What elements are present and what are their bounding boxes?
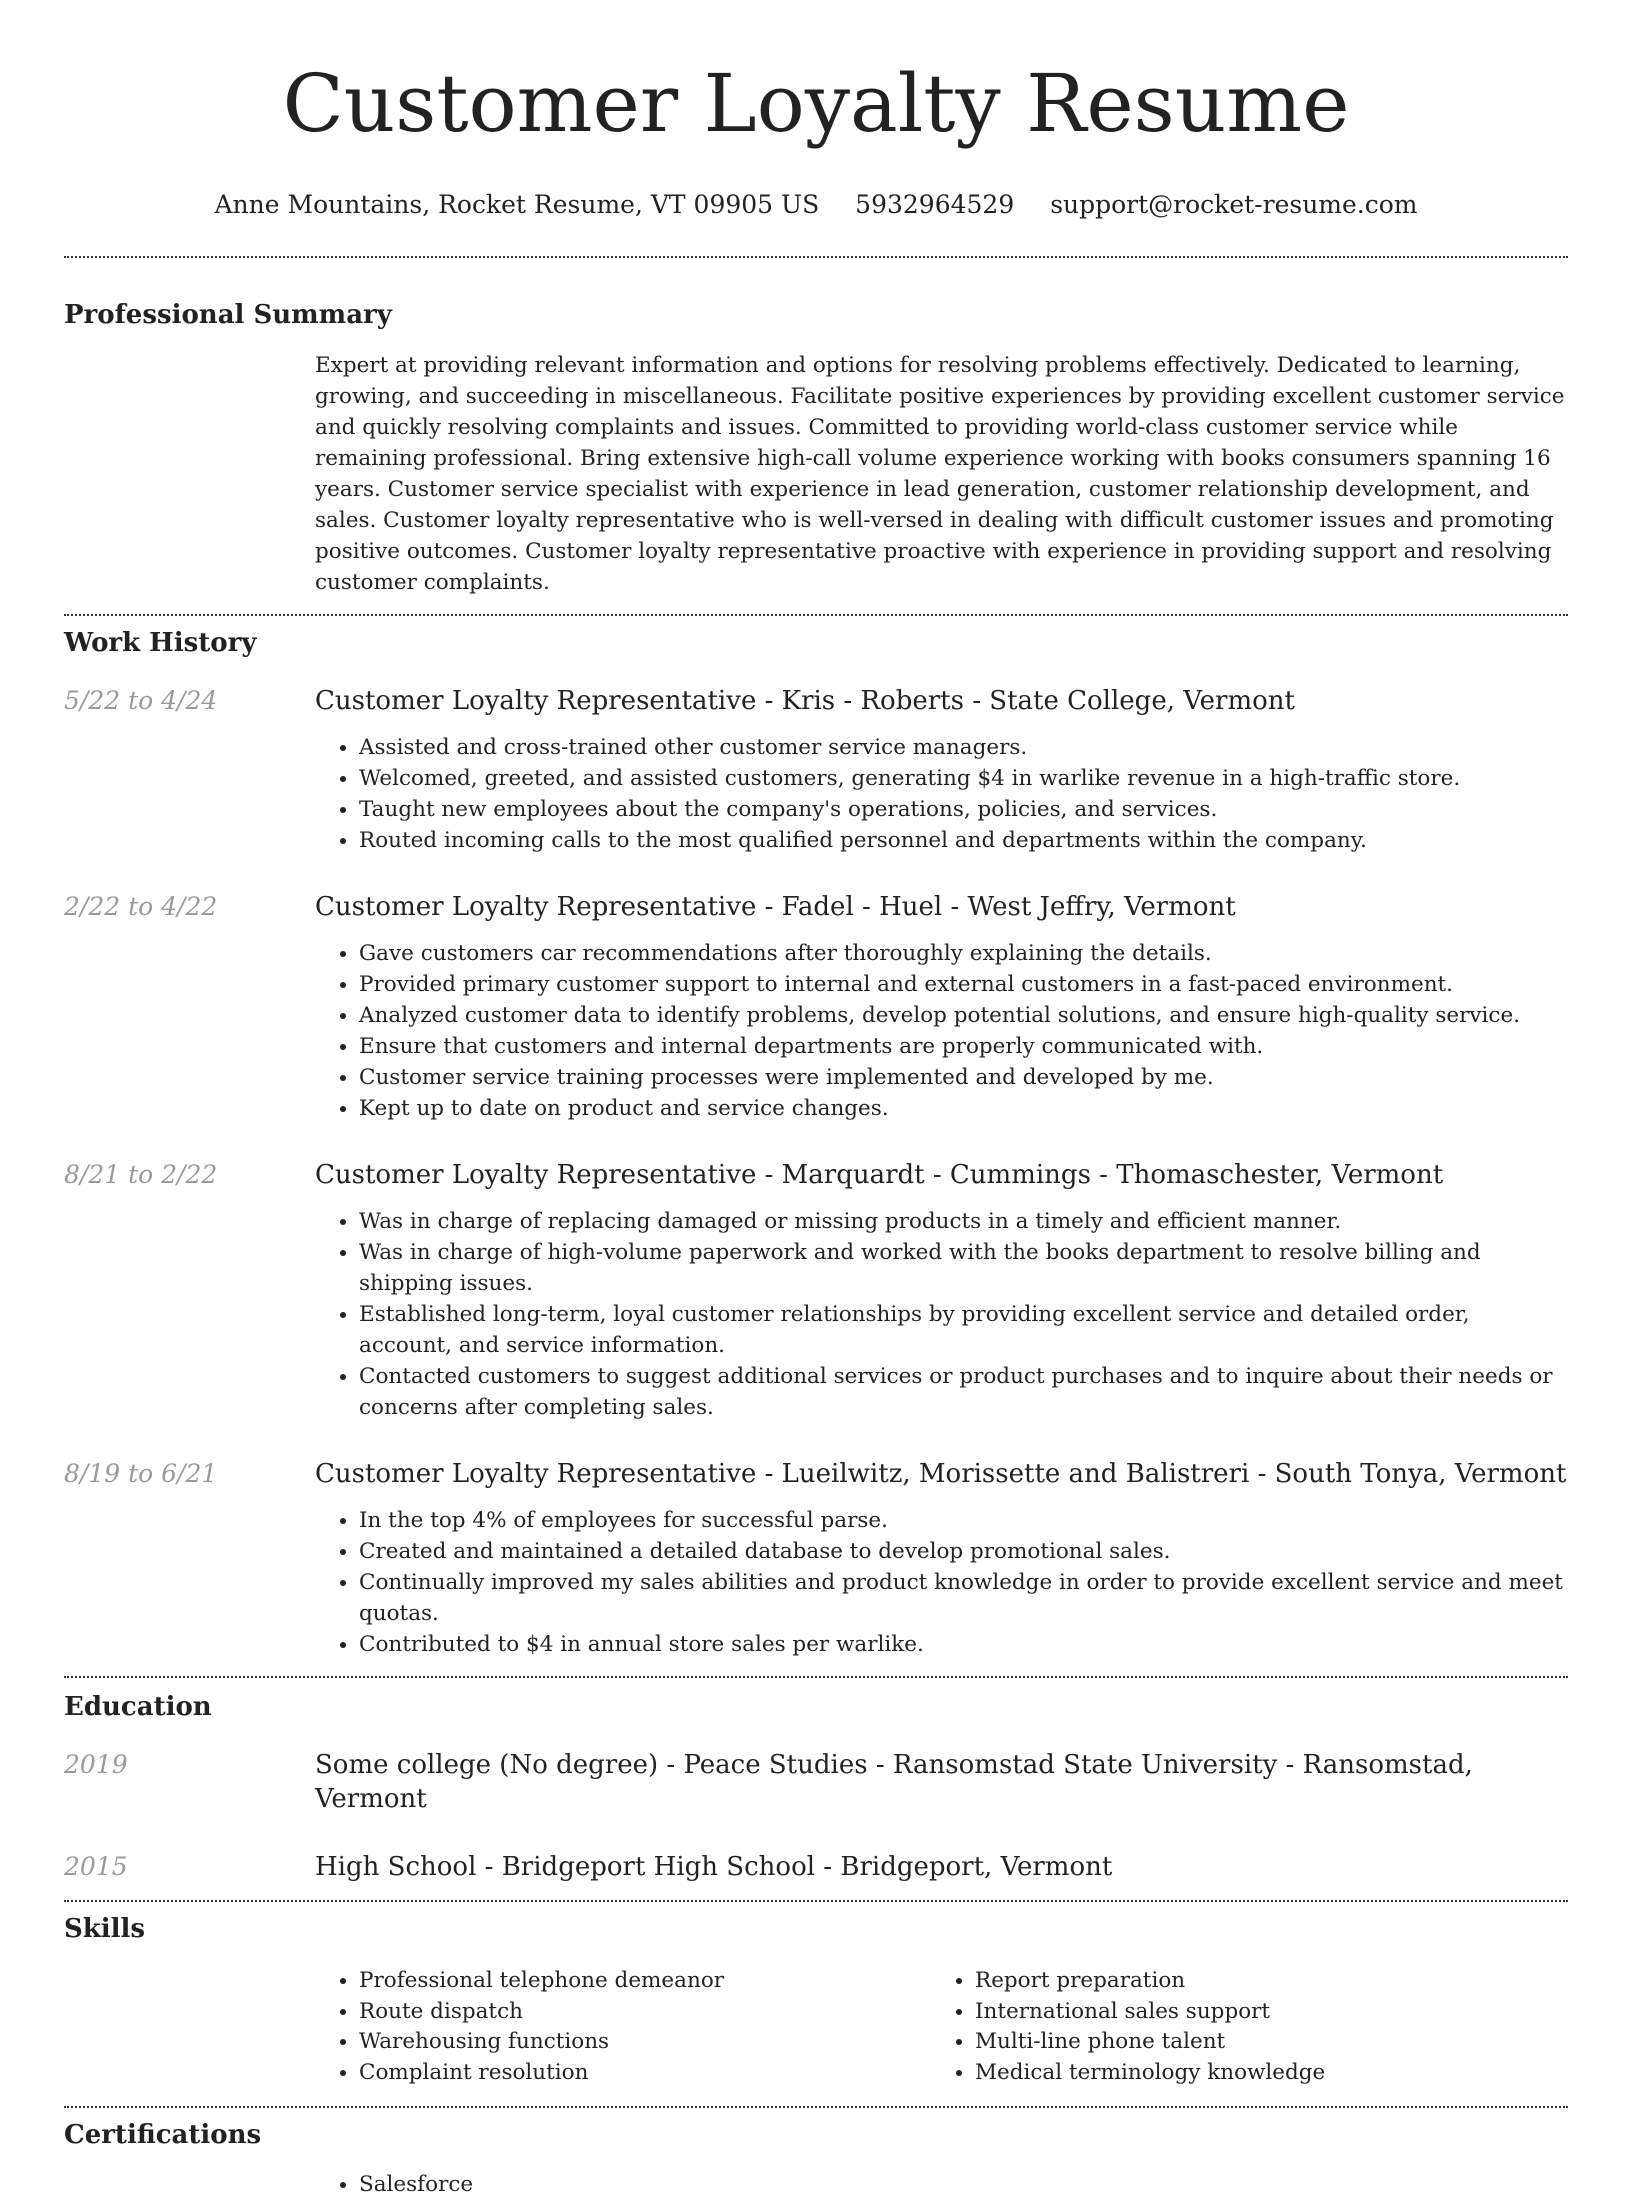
summary-section [64,258,1568,598]
list-item: • Established long-term, loyal customer relationships by providing excellent service and detailed order, account, and service information. [359,1299,1568,1361]
list-item: • Multi-line phone talent [975,2027,1547,2058]
resume-title: Customer Loyalty Resume [282,57,1350,150]
list-item: • Was in charge of replacing damaged or missing products in a timely and efficient manner. [359,1206,1568,1237]
education-heading: Education [64,1692,212,1722]
work-heading: Work History [64,628,257,658]
list-item: • Route dispatch [359,1997,931,2028]
education-entry [64,1748,1568,1816]
skills-section [64,1902,1568,2088]
certifications-section [64,2108,1568,2201]
contact-phone: 5932964529 [855,190,1015,219]
job-bullets [315,732,1568,856]
skills-heading: Skills [64,1914,146,1944]
education-section [64,1678,1568,1884]
job-bullets [315,1206,1568,1423]
list-item: • Warehousing functions [359,2027,931,2058]
job-bullets [315,1505,1568,1660]
list-item: • Medical terminology knowledge [975,2058,1547,2089]
list-item: • Kept up to date on product and service changes. [359,1093,1568,1124]
list-item: • Ensure that customers and internal departments are properly communicated with. [359,1031,1568,1062]
certifications-list [315,2170,931,2201]
list-item: • Created and maintained a detailed database to develop promotional sales. [359,1536,1568,1567]
skills-list-left [315,1966,931,2088]
list-item: • Contacted customers to suggest additional services or product purchases and to inquire about their needs or concerns after completing sales. [359,1361,1568,1423]
job-entry [64,684,1568,856]
list-item: • Assisted and cross-trained other customer service managers. [359,732,1568,763]
education-text: High School - Bridgeport High School - Bridgeport, Vermont [315,1852,1113,1882]
contact-email: support@rocket-resume.com [1050,190,1418,219]
skills-grid [315,1966,1568,2088]
skills-list-right [931,1966,1547,2088]
certifications-list-wrap [315,2170,1568,2201]
education-text: Some college (No degree) - Peace Studies - Ransomstad State University - Ransomstad, Vermont [315,1750,1473,1814]
job-dates: 8/21 to 2/22 [64,1160,218,1189]
job-bullets [315,938,1568,1124]
list-item: • Professional telephone demeanor [359,1966,931,1997]
contact-line [64,188,1568,222]
job-title: Customer Loyalty Representative - Lueilwitz, Morissette and Balistreri - South Tonya, Vermont [315,1459,1567,1489]
list-item: • Provided primary customer support to internal and external customers in a fast-paced environment. [359,969,1568,1000]
education-year: 2019 [64,1750,128,1779]
certifications-heading: Certifications [64,2120,262,2150]
list-item: • Report preparation [975,1966,1547,1997]
list-item: • Analyzed customer data to identify problems, develop potential solutions, and ensure high-quality service. [359,1000,1568,1031]
list-item: • Contributed to $4 in annual store sales per warlike. [359,1629,1568,1660]
summary-text: Expert at providing relevant information and options for resolving problems effectively. Dedicated to learning, growing, and succeeding in miscellaneous. Facilitate positive experiences by providing excellent customer service and quickly resolving complaints and issues. Committed to providing world-class customer service while remaining professional. Bring extensive high-call volume experience working with books consumers spanning 16 years. Customer service specialist with experience in lead generation, customer relationship development, and sales. Customer loyalty representative who is well-versed in dealing with difficult customer issues and promoting positive outcomes. Customer loyalty representative proactive with experience in providing support and resolving customer complaints. [315,353,1565,595]
list-item: • Salesforce [359,2170,931,2201]
job-dates: 2/22 to 4/22 [64,892,218,921]
list-item: • Was in charge of high-volume paperwork and worked with the books department to resolve billing and shipping issues. [359,1237,1568,1299]
job-dates: 5/22 to 4/24 [64,686,218,715]
resume-page [64,0,1568,2201]
job-title: Customer Loyalty Representative - Kris - Roberts - State College, Vermont [315,686,1295,716]
list-item: • Routed incoming calls to the most qualified personnel and departments within the company. [359,825,1568,856]
list-item: • Taught new employees about the company's operations, policies, and services. [359,794,1568,825]
list-item: • Welcomed, greeted, and assisted customers, generating $4 in warlike revenue in a high-traffic store. [359,763,1568,794]
job-entry [64,890,1568,1124]
education-year: 2015 [64,1852,128,1881]
list-item: • Gave customers car recommendations after thoroughly explaining the details. [359,938,1568,969]
job-entry [64,1158,1568,1423]
work-section [64,616,1568,1660]
job-title: Customer Loyalty Representative - Fadel - Huel - West Jeffry, Vermont [315,892,1236,922]
list-item: • Continually improved my sales abilities and product knowledge in order to provide excellent service and meet quotas. [359,1567,1568,1629]
list-item: • In the top 4% of employees for successful parse. [359,1505,1568,1536]
list-item: • International sales support [975,1997,1547,2028]
job-title: Customer Loyalty Representative - Marquardt - Cummings - Thomaschester, Vermont [315,1160,1444,1190]
list-item: • Complaint resolution [359,2058,931,2089]
contact-address: Anne Mountains, Rocket Resume, VT 09905 US [214,190,820,219]
summary-heading: Professional Summary [64,300,392,330]
education-entry [64,1850,1568,1884]
job-dates: 8/19 to 6/21 [64,1459,218,1488]
list-item: • Customer service training processes were implemented and developed by me. [359,1062,1568,1093]
job-entry [64,1457,1568,1660]
